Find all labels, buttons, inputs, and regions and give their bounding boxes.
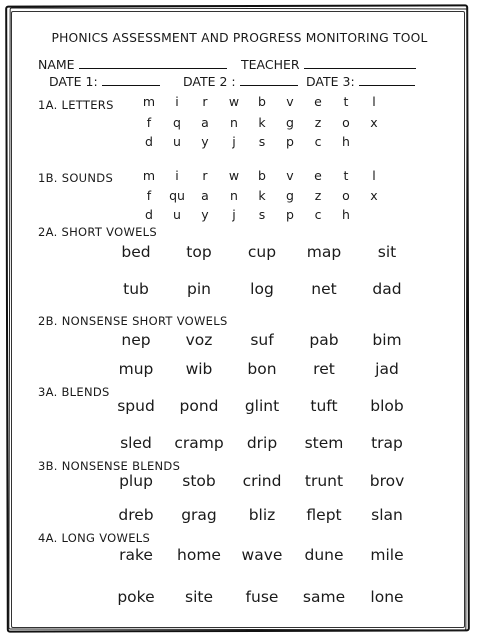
word-blends-1-3: glint bbox=[244, 397, 280, 415]
sound-sounds-2-1: f bbox=[146, 188, 152, 203]
word-nonsense-blends-1-3: crind bbox=[242, 472, 282, 490]
word-blends-2-2: cramp bbox=[174, 434, 224, 452]
sound-sounds-1-3: r bbox=[202, 168, 208, 183]
sound-sounds-1-2: i bbox=[175, 168, 179, 183]
sound-sounds-3-1: d bbox=[145, 207, 153, 222]
word-nonsense-short-vowels-1-1: nep bbox=[121, 331, 151, 349]
sound-sounds-3-3: y bbox=[201, 207, 209, 222]
word-long-vowels-2-5: lone bbox=[370, 588, 404, 606]
section-label-sounds: 1B. SOUNDS bbox=[38, 171, 114, 185]
sound-sounds-3-7: c bbox=[314, 207, 322, 222]
sound-sounds-2-7: z bbox=[314, 188, 322, 203]
word-short-vowels-2-5: dad bbox=[372, 280, 402, 298]
letter-letters-1-9: l bbox=[372, 94, 376, 109]
word-nonsense-blends-1-4: trunt bbox=[304, 472, 344, 490]
letter-letters-1-8: t bbox=[343, 94, 349, 109]
date1-blank[interactable] bbox=[102, 73, 160, 86]
sound-sounds-1-5: b bbox=[258, 168, 266, 183]
section-label-blends: 3A. BLENDS bbox=[38, 385, 110, 399]
letter-letters-1-7: e bbox=[314, 94, 322, 109]
letter-letters-1-1: m bbox=[142, 94, 156, 109]
name-label: NAME bbox=[38, 57, 75, 72]
sound-sounds-2-5: k bbox=[258, 188, 266, 203]
name-field[interactable] bbox=[38, 56, 227, 72]
sound-sounds-1-9: l bbox=[372, 168, 376, 183]
sound-sounds-3-4: j bbox=[232, 207, 236, 222]
word-long-vowels-1-1: rake bbox=[119, 546, 153, 564]
word-nonsense-short-vowels-1-3: suf bbox=[250, 331, 274, 349]
word-short-vowels-2-1: tub bbox=[123, 280, 149, 298]
word-short-vowels-1-5: sit bbox=[377, 243, 397, 261]
teacher-field[interactable] bbox=[241, 56, 416, 72]
word-long-vowels-2-1: poke bbox=[117, 588, 155, 606]
date1-label: DATE 1: bbox=[49, 74, 98, 89]
section-label-long-vowels: 4A. LONG VOWELS bbox=[38, 531, 151, 545]
word-long-vowels-1-4: dune bbox=[304, 546, 344, 564]
word-nonsense-blends-1-2: stob bbox=[182, 472, 216, 490]
date2-field[interactable] bbox=[183, 73, 298, 89]
letter-letters-1-2: i bbox=[175, 94, 179, 109]
sound-sounds-1-7: e bbox=[314, 168, 322, 183]
word-nonsense-blends-2-2: grag bbox=[181, 506, 217, 524]
letter-letters-3-2: u bbox=[173, 134, 181, 149]
sound-sounds-2-4: n bbox=[230, 188, 238, 203]
word-blends-1-5: blob bbox=[370, 397, 404, 415]
word-short-vowels-1-4: map bbox=[306, 243, 342, 261]
word-nonsense-short-vowels-2-2: wib bbox=[185, 360, 213, 378]
sound-sounds-1-8: t bbox=[343, 168, 349, 183]
word-short-vowels-1-3: cup bbox=[247, 243, 277, 261]
sound-sounds-1-1: m bbox=[142, 168, 156, 183]
word-nonsense-short-vowels-2-1: mup bbox=[118, 360, 154, 378]
letter-letters-2-1: f bbox=[146, 115, 152, 130]
word-blends-1-4: tuft bbox=[310, 397, 338, 415]
letter-letters-3-5: s bbox=[258, 134, 266, 149]
letter-letters-2-6: g bbox=[286, 115, 294, 130]
sound-sounds-3-5: s bbox=[258, 207, 266, 222]
letter-letters-2-3: a bbox=[201, 115, 209, 130]
letter-letters-3-3: y bbox=[201, 134, 209, 149]
word-short-vowels-1-2: top bbox=[186, 243, 212, 261]
letter-letters-3-4: j bbox=[232, 134, 236, 149]
word-blends-2-3: drip bbox=[246, 434, 278, 452]
section-label-nonsense-short-vowels: 2B. NONSENSE SHORT VOWELS bbox=[38, 314, 228, 328]
date2-label: DATE 2 : bbox=[183, 74, 236, 89]
sound-sounds-3-2: u bbox=[173, 207, 181, 222]
word-nonsense-short-vowels-2-3: bon bbox=[247, 360, 277, 378]
word-blends-2-5: trap bbox=[371, 434, 403, 452]
word-nonsense-short-vowels-2-5: jad bbox=[375, 360, 399, 378]
word-short-vowels-2-2: pin bbox=[187, 280, 211, 298]
word-blends-1-2: pond bbox=[179, 397, 219, 415]
sound-sounds-3-6: p bbox=[286, 207, 294, 222]
word-short-vowels-1-1: bed bbox=[121, 243, 151, 261]
word-blends-1-1: spud bbox=[117, 397, 155, 415]
sound-sounds-2-8: o bbox=[342, 188, 350, 203]
word-nonsense-blends-2-1: dreb bbox=[118, 506, 154, 524]
word-nonsense-blends-2-5: slan bbox=[371, 506, 403, 524]
sound-sounds-1-6: v bbox=[286, 168, 294, 183]
letter-letters-1-5: b bbox=[258, 94, 266, 109]
sound-sounds-1-4: w bbox=[228, 168, 240, 183]
word-long-vowels-1-5: mile bbox=[370, 546, 404, 564]
letter-letters-1-4: w bbox=[228, 94, 240, 109]
section-label-short-vowels: 2A. SHORT VOWELS bbox=[38, 225, 157, 239]
date3-label: DATE 3: bbox=[306, 74, 355, 89]
word-nonsense-short-vowels-2-4: ret bbox=[313, 360, 335, 378]
word-long-vowels-2-3: fuse bbox=[245, 588, 279, 606]
letter-letters-2-5: k bbox=[258, 115, 266, 130]
word-long-vowels-1-2: home bbox=[177, 546, 221, 564]
word-long-vowels-1-3: wave bbox=[241, 546, 283, 564]
word-short-vowels-2-4: net bbox=[311, 280, 337, 298]
word-nonsense-short-vowels-1-4: pab bbox=[309, 331, 339, 349]
letter-letters-2-8: o bbox=[342, 115, 350, 130]
section-label-nonsense-blends: 3B. NONSENSE BLENDS bbox=[38, 459, 181, 473]
word-long-vowels-2-2: site bbox=[185, 588, 213, 606]
letter-letters-2-2: q bbox=[173, 115, 181, 130]
letter-letters-1-3: r bbox=[202, 94, 208, 109]
sound-sounds-2-9: x bbox=[370, 188, 378, 203]
sound-sounds-2-2: qu bbox=[169, 188, 185, 203]
date1-field[interactable] bbox=[49, 73, 160, 89]
letter-letters-3-8: h bbox=[342, 134, 350, 149]
word-nonsense-blends-2-3: bliz bbox=[248, 506, 276, 524]
word-long-vowels-2-4: same bbox=[302, 588, 346, 606]
letter-letters-1-6: v bbox=[286, 94, 294, 109]
letter-letters-3-7: c bbox=[314, 134, 322, 149]
word-blends-2-4: stem bbox=[304, 434, 344, 452]
section-label-letters: 1A. LETTERS bbox=[38, 98, 114, 112]
date3-field[interactable] bbox=[306, 73, 415, 89]
word-nonsense-short-vowels-1-5: bim bbox=[372, 331, 402, 349]
name-blank[interactable] bbox=[79, 56, 227, 69]
word-short-vowels-2-3: log bbox=[250, 280, 274, 298]
date3-blank[interactable] bbox=[359, 73, 415, 86]
word-nonsense-blends-1-1: plup bbox=[119, 472, 153, 490]
word-nonsense-blends-1-5: brov bbox=[369, 472, 405, 490]
letter-letters-3-6: p bbox=[286, 134, 294, 149]
word-nonsense-short-vowels-1-2: voz bbox=[185, 331, 213, 349]
letter-letters-2-9: x bbox=[370, 115, 378, 130]
sound-sounds-2-3: a bbox=[201, 188, 209, 203]
letter-letters-2-4: n bbox=[230, 115, 238, 130]
worksheet-title: PHONICS ASSESSMENT AND PROGRESS MONITORING TOOL bbox=[51, 31, 428, 45]
teacher-label: TEACHER bbox=[241, 57, 300, 72]
sound-sounds-2-6: g bbox=[286, 188, 294, 203]
word-nonsense-blends-2-4: flept bbox=[306, 506, 342, 524]
date2-blank[interactable] bbox=[240, 73, 298, 86]
sound-sounds-3-8: h bbox=[342, 207, 350, 222]
word-blends-2-1: sled bbox=[120, 434, 152, 452]
letter-letters-2-7: z bbox=[314, 115, 322, 130]
letter-letters-3-1: d bbox=[145, 134, 153, 149]
teacher-blank[interactable] bbox=[304, 56, 416, 69]
